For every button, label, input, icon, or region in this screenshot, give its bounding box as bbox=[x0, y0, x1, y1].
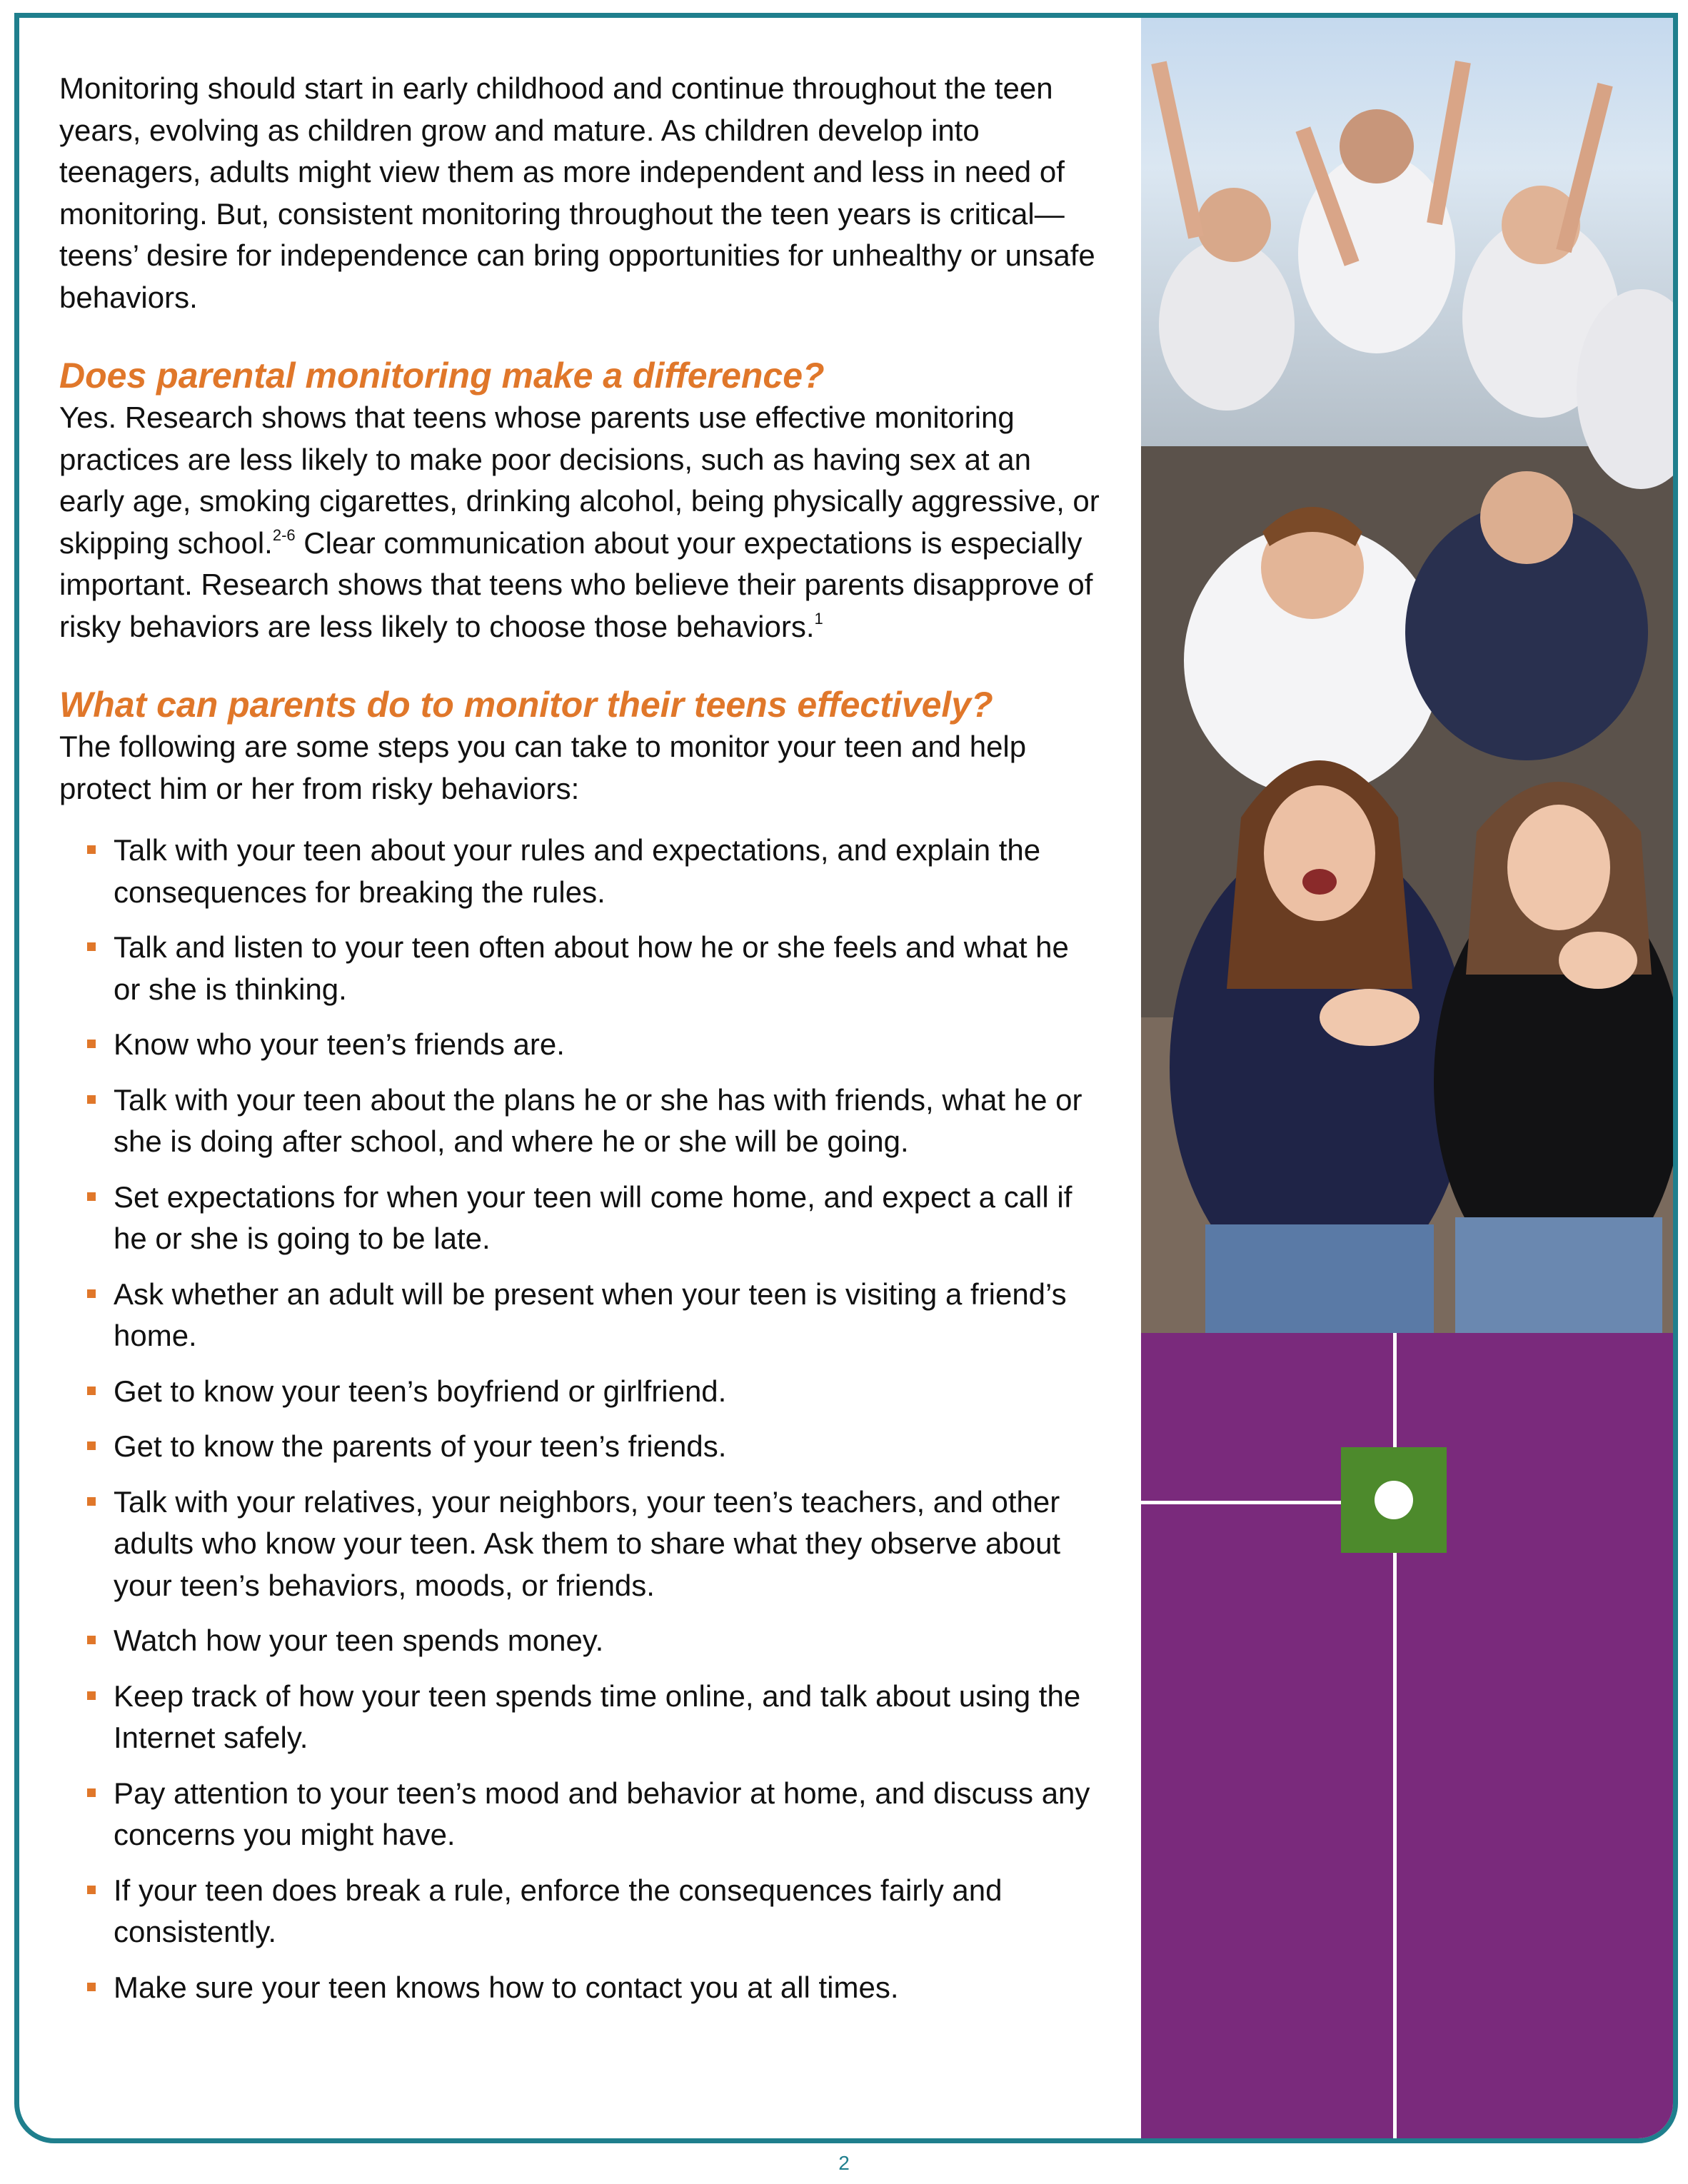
list-item: Make sure your teen knows how to contact you at all times. bbox=[114, 1967, 1102, 2009]
purple-accent-panel bbox=[1141, 1333, 1678, 2143]
list-item: Watch how your teen spends money. bbox=[114, 1620, 1102, 1662]
bullet-square-icon bbox=[87, 1788, 96, 1797]
bullet-square-icon bbox=[87, 1886, 96, 1894]
bullet-square-icon bbox=[87, 1441, 96, 1450]
list-item: Set expectations for when your teen will come home, and expect a call if he or she is going to be late. bbox=[114, 1177, 1102, 1260]
section2-intro: The following are some steps you can take to monitor your teen and help protect him or her from risky behaviors: bbox=[59, 730, 1027, 805]
bullet-square-icon bbox=[87, 1387, 96, 1395]
list-item: Get to know your teen’s boyfriend or girlfriend. bbox=[114, 1371, 1102, 1413]
horizontal-divider-line bbox=[1141, 1501, 1355, 1504]
intro-paragraph: Monitoring should start in early childhood and continue throughout the teen years, evolving as children grow and mature. As children develop into teenagers, adults might view them as more independent and less in need of monitoring. But, consistent monitoring throughout the teen years is critical—teens’ desire for independence can bring opportunities for unhealthy or unsafe behaviors. bbox=[59, 71, 1095, 314]
list-item: Get to know the parents of your teen’s friends. bbox=[114, 1426, 1102, 1468]
bullet-square-icon bbox=[87, 1095, 96, 1104]
photo-illustration bbox=[1141, 18, 1678, 1333]
list-item: Talk with your teen about the plans he or she has with friends, what he or she is doing after school, and where he or she will be going. bbox=[114, 1080, 1102, 1163]
steps-list bbox=[59, 830, 1102, 2008]
list-item: Ask whether an adult will be present when your teen is visiting a friend’s home. bbox=[114, 1274, 1102, 1357]
list-item: Pay attention to your teen’s mood and behavior at home, and discuss any concerns you might have. bbox=[114, 1773, 1102, 1856]
list-item: Talk with your relatives, your neighbors, your teen’s teachers, and other adults who know your teen. Ask them to share what they observe about your teen’s behaviors, moods, or friends. bbox=[114, 1481, 1102, 1607]
white-dot-icon bbox=[1375, 1481, 1413, 1519]
list-item: If your teen does break a rule, enforce the consequences fairly and consistently. bbox=[114, 1870, 1102, 1953]
list-item: Know who your teen’s friends are. bbox=[114, 1024, 1102, 1066]
teens-cheering-photo bbox=[1141, 18, 1678, 1333]
list-item: Talk with your teen about your rules and expectations, and explain the consequences for breaking the rules. bbox=[114, 830, 1102, 913]
section2-heading: What can parents do to monitor their teens effectively? bbox=[59, 685, 993, 725]
bullet-square-icon bbox=[87, 1691, 96, 1700]
list-item: Talk and listen to your teen often about how he or she feels and what he or she is thinking. bbox=[114, 927, 1102, 1010]
bullet-square-icon bbox=[87, 1636, 96, 1644]
section1-paragraph bbox=[59, 397, 1102, 648]
section1-heading: Does parental monitoring make a difference? bbox=[59, 356, 825, 396]
section1-ref-a: 2-6 bbox=[272, 525, 296, 544]
bullet-square-icon bbox=[87, 1289, 96, 1298]
bullet-square-icon bbox=[87, 845, 96, 854]
list-item: Keep track of how your teen spends time online, and talk about using the Internet safely. bbox=[114, 1676, 1102, 1759]
section1-ref-b: 1 bbox=[814, 609, 823, 628]
bullet-square-icon bbox=[87, 1040, 96, 1048]
bullet-square-icon bbox=[87, 942, 96, 951]
bullet-square-icon bbox=[87, 1192, 96, 1201]
section1-text-b: Clear communication about your expectations is especially important. Research shows that teens who believe their parents disapprove of risky behaviors are less likely to choose those behaviors. bbox=[59, 525, 1093, 643]
bullet-square-icon bbox=[87, 1983, 96, 1991]
page-frame bbox=[14, 13, 1678, 2143]
bullet-square-icon bbox=[87, 1497, 96, 1506]
section1-text-a: Yes. Research shows that teens whose parents use effective monitoring practices are less likely to make poor decisions, such as having sex at an early age, smoking cigarettes, drinking alcohol, being physically aggressive, or skipping school. bbox=[59, 401, 1100, 560]
page-number: 2 bbox=[838, 2152, 850, 2174]
green-square-accent bbox=[1341, 1447, 1447, 1553]
text-column bbox=[59, 68, 1102, 2022]
